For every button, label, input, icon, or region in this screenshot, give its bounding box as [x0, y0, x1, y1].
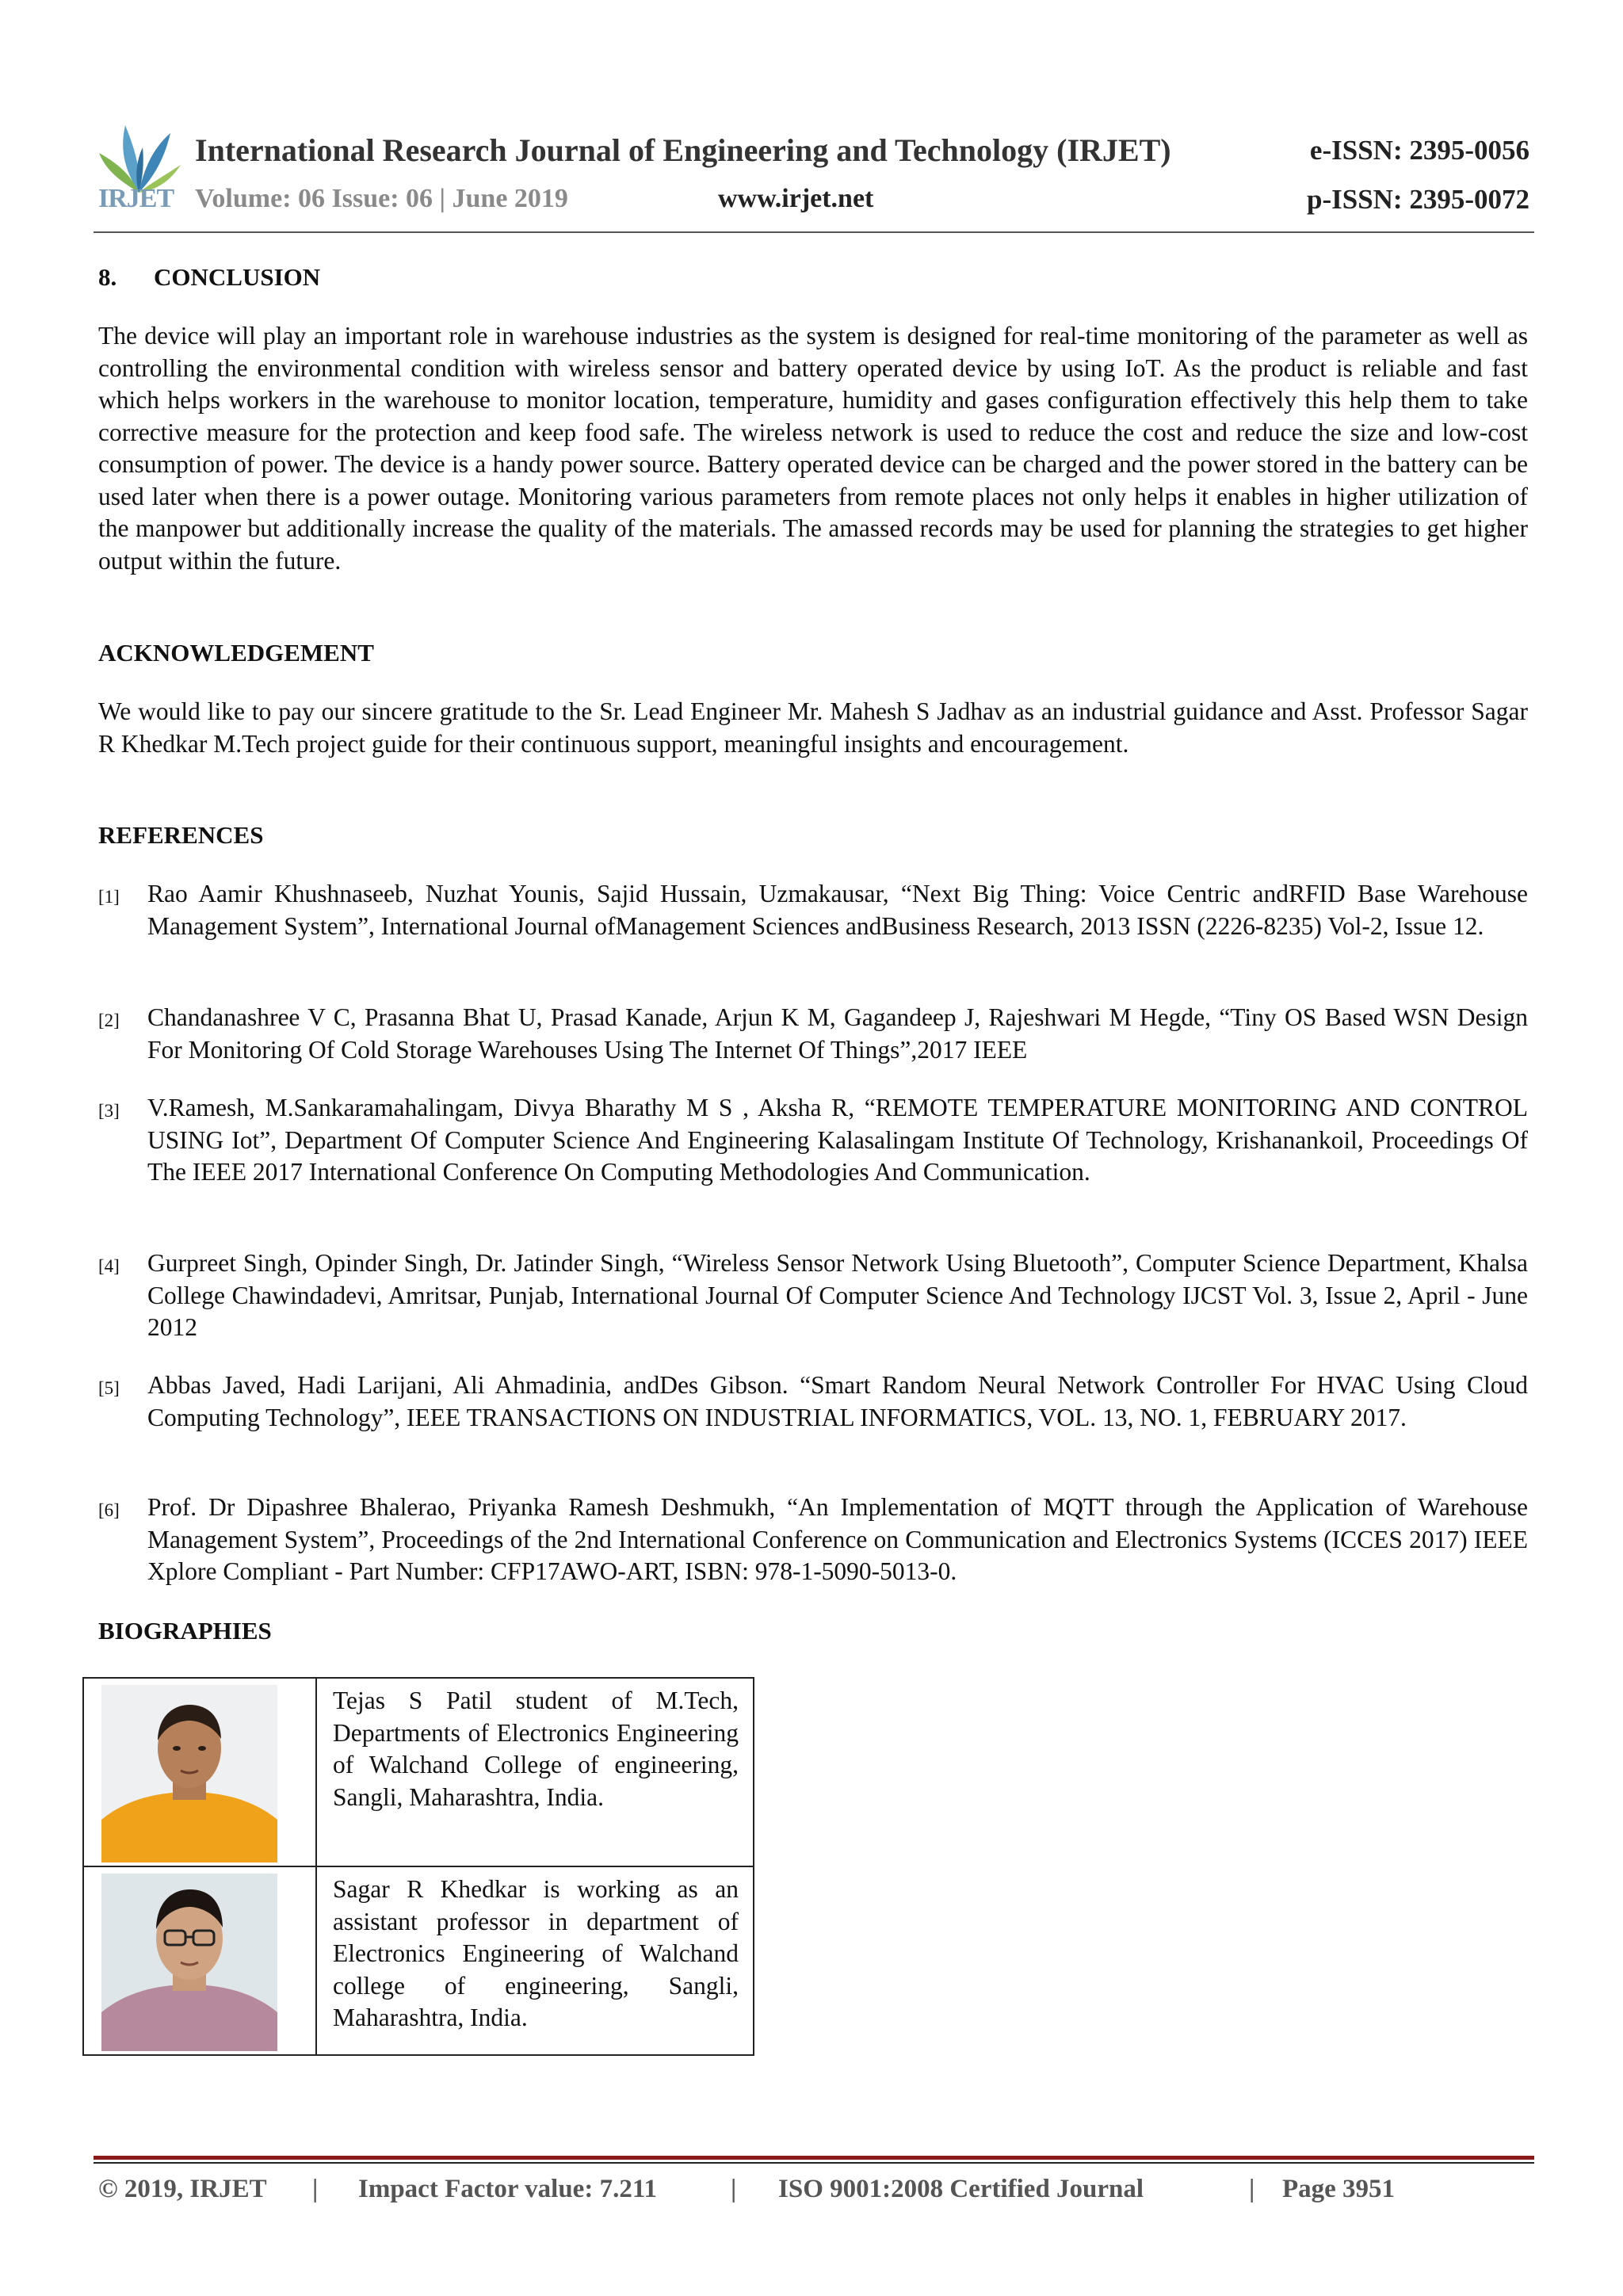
reference-text: Chandanashree V C, Prasanna Bhat U, Prasad Kanade, Arjun K M, Gagandeep J, Rajeshwari M Hegde, “Tiny OS Based WSN Design For Monitoring Of Cold Storage Warehouses Using The Internet Of Things”,2017 IEEE: [147, 1003, 1528, 1064]
reference-index: [5]: [98, 1378, 120, 1398]
reference-index: [2]: [98, 1010, 120, 1030]
conclusion-paragraph: The device will play an important role in warehouse industries as the system is designed for real-time monitoring of the parameter as well as controlling the environmental condition with wireless sensor and battery operated device by using IoT. As the product is reliable and fast which helps workers in the warehouse to monitor location, temperature, humidity and gases configuration effectively this help them to take corrective measure for the protection and keep food safe. The wireless network is used to reduce the cost and reduce the size and low-cost consumption of power. The device is a handy power source. Battery operated device can be charged and the power stored in the battery can be used later when there is a power outage. Monitoring various parameters from remote places not only helps it enables in higher utilization of the manpower but additionally increase the quality of the materials. The amassed records may be used for planning the strategies to get higher output within the future.: [98, 322, 1528, 575]
photo-cell: [83, 1866, 316, 2055]
footer-page-number: Page 3951: [1282, 2175, 1396, 2203]
footer-impact-factor: Impact Factor value: 7.211: [358, 2175, 658, 2203]
acknowledgement-heading: ACKNOWLEDGEMENT: [98, 639, 374, 667]
author-photo-icon: [101, 1874, 277, 2051]
reference-text: Prof. Dr Dipashree Bhalerao, Priyanka Ramesh Deshmukh, “An Implementation of MQTT through the Application of Warehouse Management System”, Proceedings of the 2nd International Conference on Communication and Electronics Systems (ICCES 2017) IEEE Xplore Compliant - Part Number: CFP17AWO-ART, ISBN: 978-1-5090-5013-0.: [147, 1493, 1528, 1585]
reference-item: [98, 1002, 1528, 1066]
references-heading: REFERENCES: [98, 821, 264, 849]
acknowledgement-body: [98, 696, 1528, 760]
footer-separator: |: [312, 2175, 319, 2203]
biographies-heading: BIOGRAPHIES: [98, 1617, 272, 1645]
reference-item: [98, 1492, 1528, 1588]
volume-info: Volume: 06 Issue: 06 | June 2019: [195, 184, 568, 213]
biography-text: Tejas S Patil student of M.Tech, Departments of Electronics Engineering of Walchand College of engineering, Sangli, Maharashtra, India.: [316, 1678, 754, 1866]
photo-cell: [83, 1678, 316, 1866]
eissn: e-ISSN: 2395-0056: [1309, 135, 1529, 166]
reference-index: [3]: [98, 1101, 120, 1121]
footer-divider-red: [94, 2156, 1534, 2160]
logo-text: IRJET: [98, 184, 174, 213]
footer-separator: |: [731, 2175, 737, 2203]
journal-title: International Research Journal of Engineering and Technology (IRJET): [195, 132, 1171, 168]
biography-row: [83, 1678, 754, 1866]
reference-item: [98, 1370, 1528, 1434]
reference-item: [98, 1092, 1528, 1189]
footer-iso: ISO 9001:2008 Certified Journal: [778, 2175, 1144, 2203]
pissn: p-ISSN: 2395-0072: [1306, 184, 1529, 215]
reference-text: Rao Aamir Khushnaseeb, Nuzhat Younis, Sajid Hussain, Uzmakausar, “Next Big Thing: Voice Centric andRFID Base Warehouse Management System”, International Journal ofManagement Sciences andBusiness Research, 2013 ISSN (2226-8235) Vol-2, Issue 12.: [147, 880, 1528, 940]
footer-copyright: © 2019, IRJET: [98, 2175, 267, 2203]
website-link[interactable]: www.irjet.net: [718, 184, 874, 213]
reference-text: Abbas Javed, Hadi Larijani, Ali Ahmadinia, andDes Gibson. “Smart Random Neural Network Controller For HVAC Using Cloud Computing Technology”, IEEE TRANSACTIONS ON INDUSTRIAL INFORMATICS, VOL. 13, NO. 1, FEBRUARY 2017.: [147, 1371, 1528, 1431]
author-photo-icon: [101, 1685, 277, 1862]
acknowledgement-paragraph: We would like to pay our sincere gratitude to the Sr. Lead Engineer Mr. Mahesh S Jadhav as an industrial guidance and Asst. Professor Sagar R Khedkar M.Tech project guide for their continuous support, meaningful insights and encouragement.: [98, 697, 1528, 758]
biography-text: Sagar R Khedkar is working as an assistant professor in department of Electronics Engineering of Walchand college of engineering, Sangli, Maharashtra, India.: [316, 1866, 754, 2055]
section-number: 8.: [98, 263, 117, 291]
reference-index: [4]: [98, 1256, 120, 1276]
section-title: CONCLUSION: [154, 263, 321, 291]
footer: [98, 2175, 1395, 2204]
footer-divider: [94, 2162, 1534, 2164]
reference-text: V.Ramesh, M.Sankaramahalingam, Divya Bharathy M S , Aksha R, “REMOTE TEMPERATURE MONITORING AND CONTROL USING Iot”, Department Of Computer Science And Engineering Kalasalingam Institute Of Technology, Krishanankoil, Proceedings Of The IEEE 2017 International Conference On Computing Methodologies And Communication.: [147, 1094, 1528, 1186]
reference-item: [98, 878, 1528, 942]
reference-index: [6]: [98, 1500, 120, 1520]
biography-table: [82, 1677, 754, 2056]
reference-item: [98, 1247, 1528, 1344]
footer-separator: |: [1249, 2175, 1255, 2203]
header-divider: [94, 231, 1534, 233]
conclusion-body: [98, 320, 1528, 577]
reference-index: [1]: [98, 887, 120, 907]
conclusion-heading: [98, 263, 320, 292]
reference-text: Gurpreet Singh, Opinder Singh, Dr. Jatinder Singh, “Wireless Sensor Network Using Bluetooth”, Computer Science Department, Khalsa College Chawindadevi, Amritsar, Punjab, International Journal Of Computer Science And Technology IJCST Vol. 3, Issue 2, April - June 2012: [147, 1249, 1528, 1341]
biography-row: [83, 1866, 754, 2055]
